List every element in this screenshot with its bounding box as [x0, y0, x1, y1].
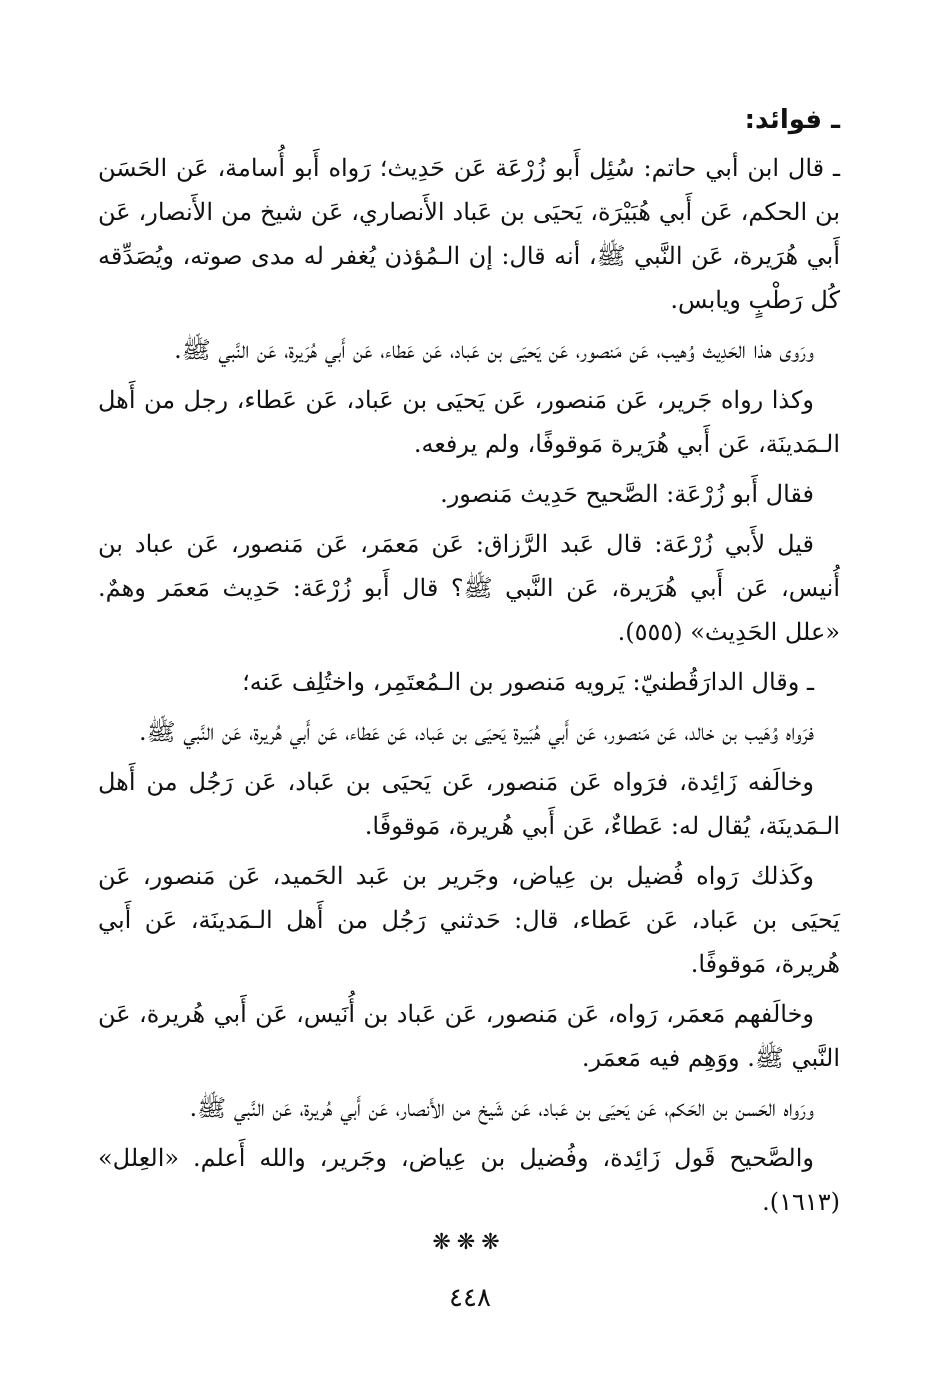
paragraph-10: وخالَفهم مَعمَر، رَواه، عَن مَنصور، عَن عَباد بن أُنَيس، عَن أَبي هُريرة، عَن النَّبي ﷺ. ووَهِم فيه مَعمَر. — [98, 1000, 840, 1072]
paragraph-5: قيل لأَبي زُرْعَة: قال عَبد الرَّزاق: عَن مَعمَر، عَن مَنصور، عَن عباد بن أُنيس، عَن أَبي هُرَيرة، عَن النَّبي ﷺ؟ قال أَبو زُرْعَة: حَدِيث مَعمَر وهمٌ. «علل الحَدِيث» (٥٥٥). — [98, 530, 840, 646]
paragraph-3: وكذا رواه جَرير، عَن مَنصور، عَن يَحيَى بن عَباد، عَن عَطاء، رجل من أَهل الـمَدينَة، عَن أَبي هُرَيرة مَوقوفًا، ولم يرفعه. — [98, 386, 840, 458]
paragraph-6: ـ وقال الدارَقُطنيّ: يَرويه مَنصور بن الـمُعتَمِر، واختُلِف عَنه؛ — [242, 668, 814, 696]
paragraph-9: وكَذلك رَواه فُضيل بن عِياض، وجَرير بن عَبد الحَميد، عَن مَنصور، عَن يَحيَى بن عَباد، عَن عَطاء، قال: حَدثني رَجُل من أَهل الـمَدينَة، عَن أَبي هُريرة، مَوقوفًا. — [98, 862, 840, 978]
page-number: ٤٤٨ — [449, 1283, 491, 1313]
paragraph-12: والصَّحيح قَول زَائِدة، وفُضيل بن عِياض، وجَرير، والله أَعلم. «العِلل» (١٦١٣). — [98, 1144, 840, 1216]
paragraph-11: ورَواه الحَسن بن الحَكم، عَن يَحيَى بن عَباد، عَن شَيخ من الأَنصار، عَن أَبي هُريرة، عَن النَّبي ﷺ. — [189, 1094, 814, 1122]
paragraph-7: فرَواه وُهَيب بن خالد، عَن مَنصور، عَن أَبي هُبَيرة يَحيَى بن عَباد، عَن عَطاء، عَن أَبي هُريرة، عَن النَّبي ﷺ. — [139, 718, 814, 746]
paragraph-1: ـ قال ابن أبي حاتم: سُئِل أَبو زُرْعَة عَن حَدِيث؛ رَواه أَبو أُسامة، عَن الحَسَن بن الحكم، عَن أَبي هُبَيْرَة، يَحيَى بن عَباد الأَنصاري، عَن شيخ من الأَنصار، عَن أَبي هُرَيرة، عَن النَّبي ﷺ، أنه قال: إن الـمُؤذن يُغفر له مدى صوته، ويُصَدِّقه كُل رَطْبٍ ويابس. — [98, 154, 840, 314]
section-heading: ـ فوائد: — [744, 105, 840, 135]
paragraph-8: وخالَفه زَائِدة، فرَواه عَن مَنصور، عَن يَحيَى بن عَباد، عَن رَجُل من أَهل الـمَدينَة، يُقال له: عَطاءٌ، عَن أَبي هُريرة، مَوقوفًا. — [98, 768, 840, 840]
page-body — [98, 100, 840, 1255]
paragraph-2: ورَوى هذا الحَدِيث وُهيب، عَن مَنصور، عَن يَحيَى بن عَباد، عَن عَطاء، عَن أَبي هُرَيرة، عَن النَّبي ﷺ. — [174, 336, 814, 364]
paragraph-4: فقال أَبو زُرْعَة: الصَّحيح حَدِيث مَنصور. — [440, 480, 814, 508]
section-separator: ❋❋❋ — [432, 1230, 506, 1255]
